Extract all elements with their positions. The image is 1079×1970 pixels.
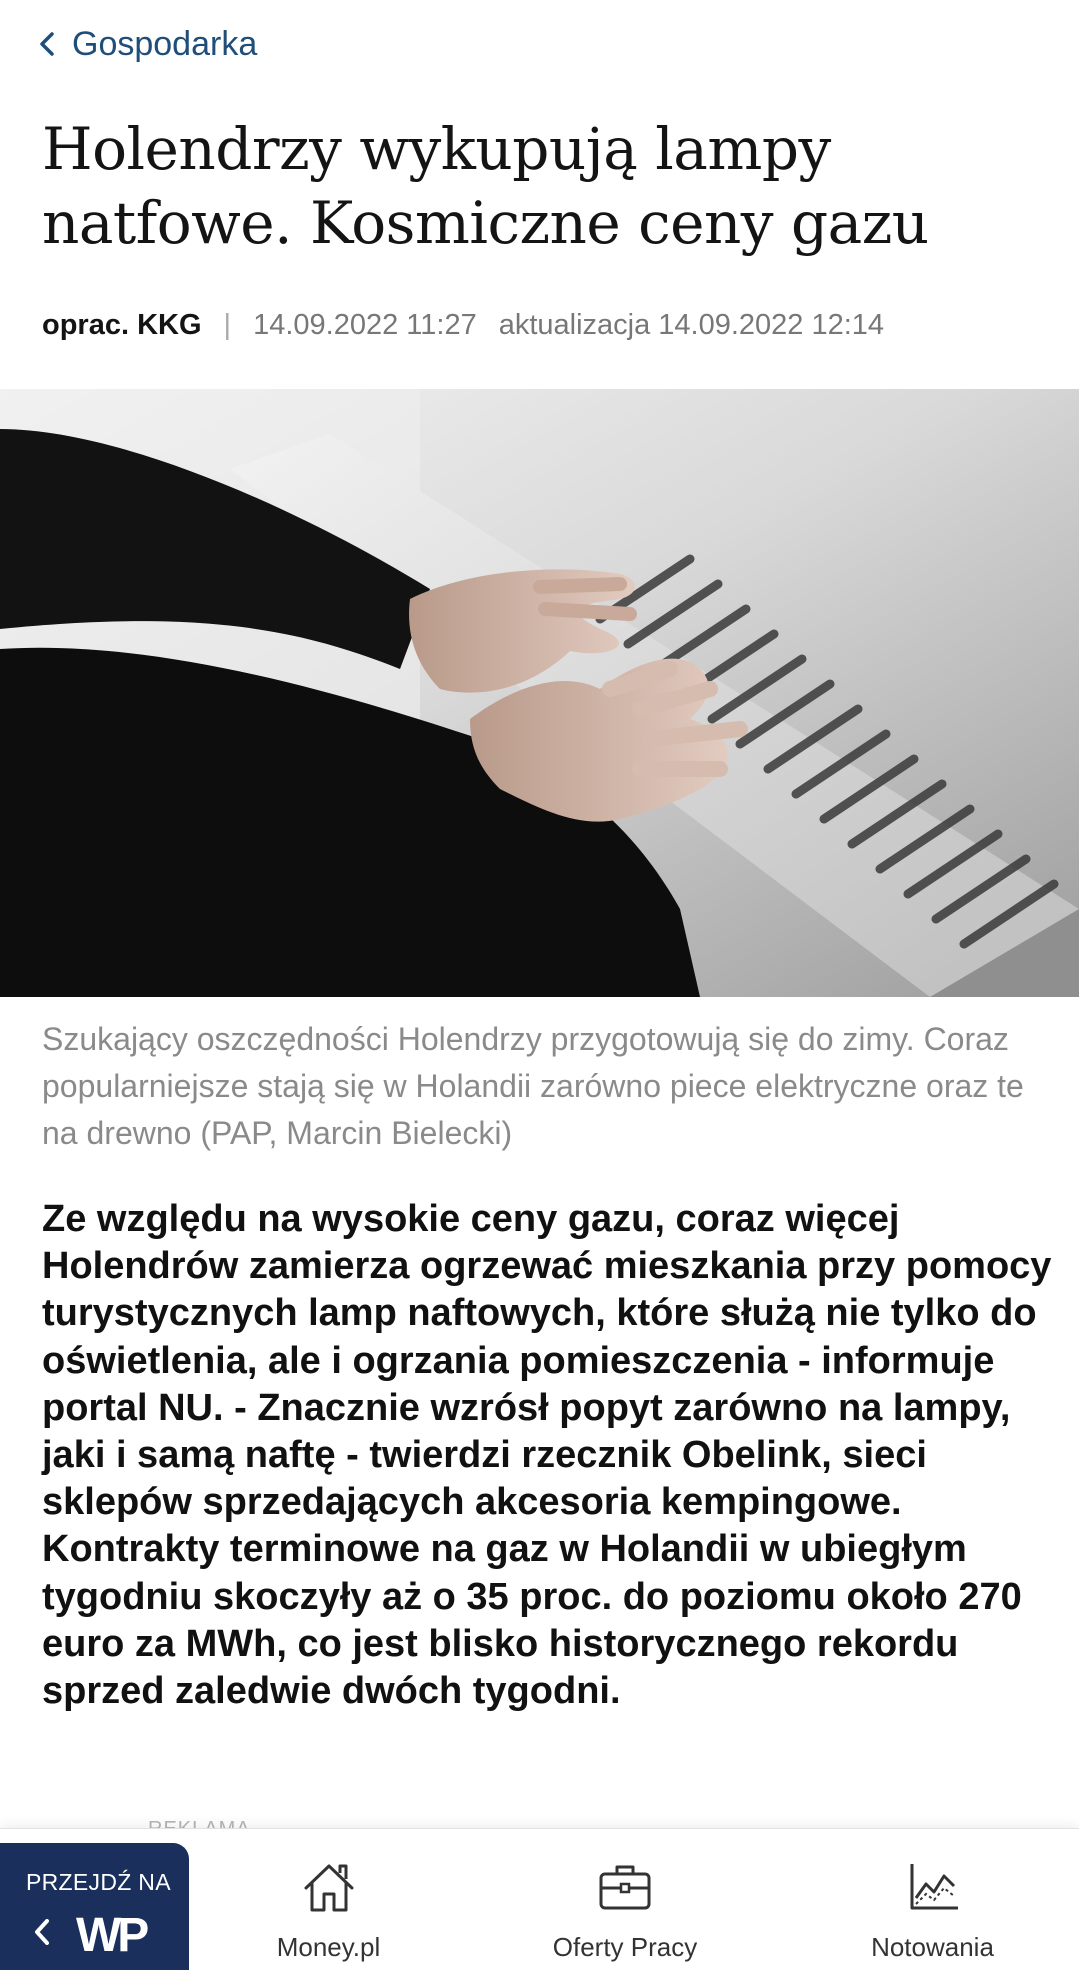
image-caption: Szukający oszczędności Holendrzy przygotowują się do zimy. Coraz popularniejsze stają się w Holandii zarówno piece elektryczne oraz te na drewno (PAP, Marcin Bielecki) [42, 1021, 1024, 1151]
breadcrumb-label: Gospodarka [72, 24, 258, 63]
go-to-wp-label: PRZEJDŹ NA [26, 1869, 171, 1895]
published-date: 14.09.2022 11:27 [253, 308, 477, 341]
nav-job-offers-label: Oferty Pracy [552, 1932, 698, 1962]
meta-separator: | [223, 308, 232, 341]
nav-money-label: Money.pl [276, 1932, 381, 1962]
svg-text:WP: WP [76, 1911, 146, 1957]
nav-quotes[interactable] [860, 1848, 1005, 1970]
chevron-left-icon [40, 32, 54, 56]
nav-quotes-label: Notowania [871, 1932, 994, 1962]
article-title: Holendrzy wykupują lampy natfowe. Kosmiczne ceny gazu [42, 115, 929, 257]
article-lead: Ze względu na wysokie ceny gazu, coraz więcej Holendrów zamierza ogrzewać mieszkania przy pomocy turystycznych lamp naftowych, które służą nie tylko do oświetlenia, ale i ogrzania pomieszczenia - informuje portal NU. - Znacznie wzrósł popyt zarówno na lampy, jaki i samą naftę - twierdzi rzecznik Obelink, sieci sklepów sprzedających akcesoria kempingowe. Kontrakty terminowe na gaz w Holandii w ubiegłym tygodniu skoczyły aż o 35 proc. do poziomu około 270 euro za MWh, co jest blisko historycznego rekordu sprzed zaledwie dwóch tygodni. [42, 1198, 1052, 1713]
article-author[interactable]: oprac. KKG [42, 308, 202, 341]
briefcase-icon [596, 1858, 654, 1916]
home-icon [300, 1858, 358, 1916]
go-to-wp-button[interactable] [0, 1843, 189, 1970]
nav-money-pl[interactable] [256, 1848, 401, 1970]
nav-job-offers[interactable] [540, 1848, 710, 1970]
breadcrumb[interactable] [40, 22, 257, 66]
chevron-left-icon [34, 1919, 50, 1945]
chart-line-icon [904, 1858, 962, 1916]
radiator-hands-photo [0, 389, 1079, 997]
article-photo [0, 389, 1079, 997]
article-meta [42, 306, 884, 344]
wp-logo [76, 1911, 158, 1957]
updated-date: aktualizacja 14.09.2022 12:14 [498, 308, 885, 341]
